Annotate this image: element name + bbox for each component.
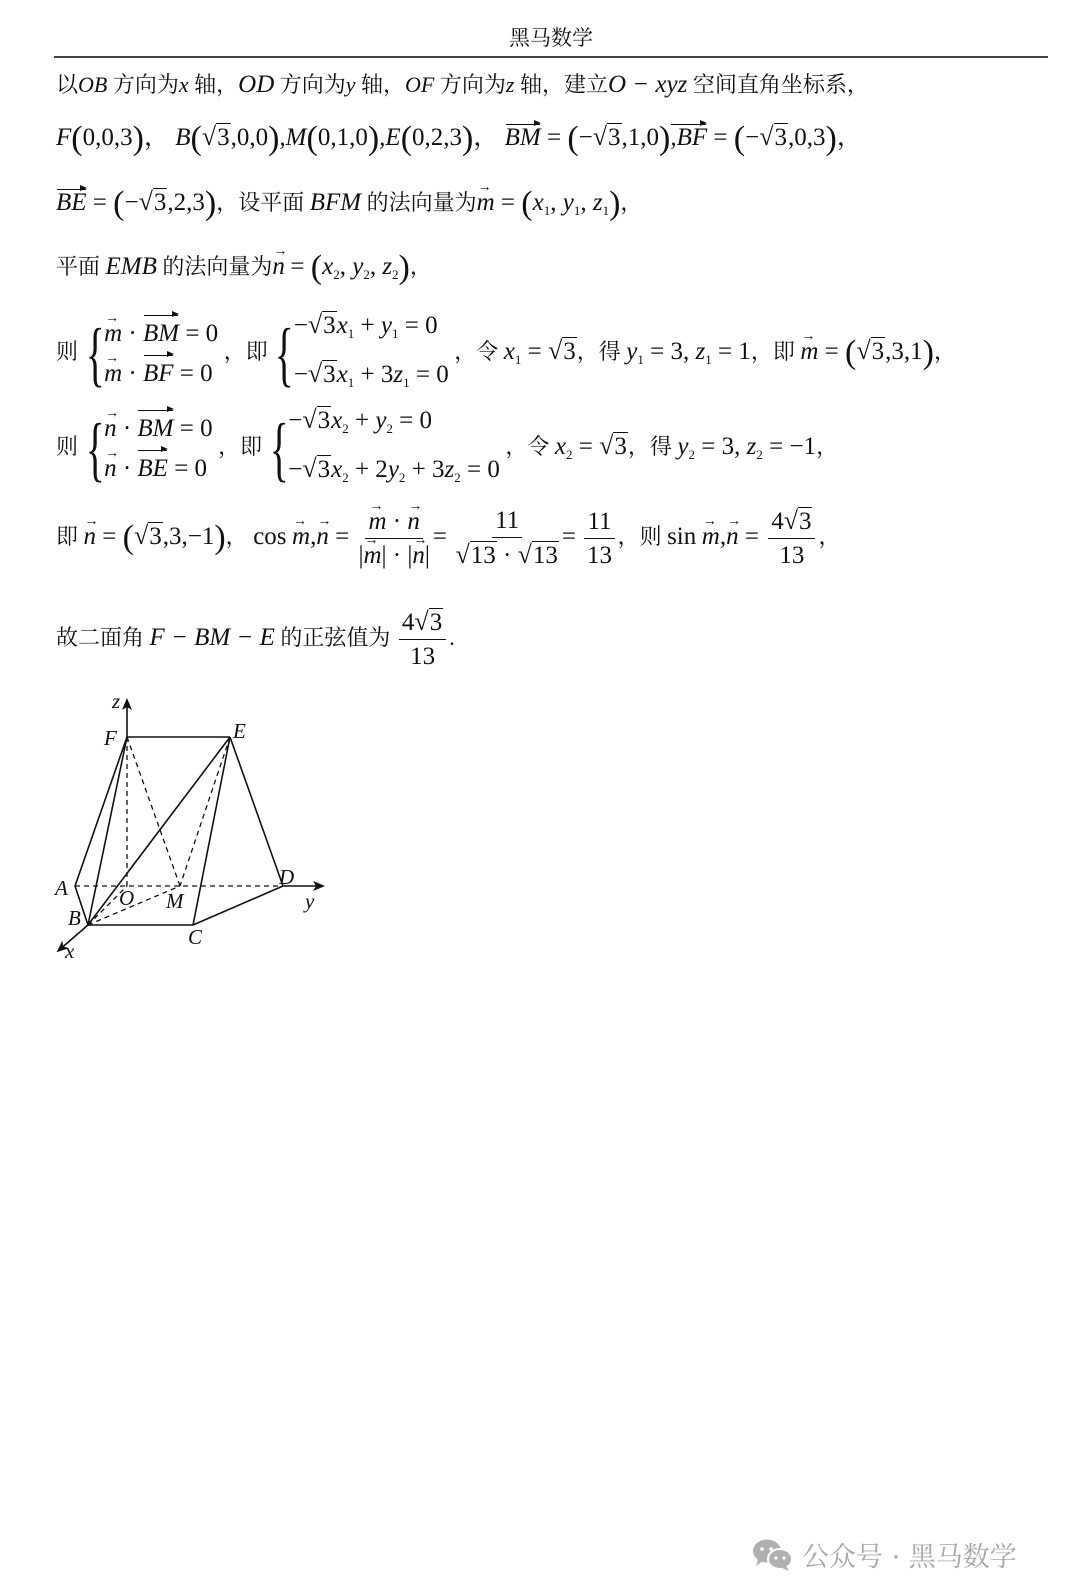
math-F-coords: 0,0,3 bbox=[82, 124, 133, 151]
math-x: x bbox=[178, 72, 189, 97]
text: 平面 bbox=[56, 254, 106, 279]
math-dihedral-angle: F − BM − E bbox=[149, 624, 275, 652]
text: ， bbox=[143, 124, 169, 151]
math-E: ,E bbox=[379, 124, 401, 151]
math-M-coords: 0,1,0 bbox=[317, 124, 368, 151]
text: 即 bbox=[56, 524, 84, 550]
text: ，即 bbox=[223, 339, 268, 365]
fraction-answer: $\frac{4√3}{13}$ bbox=[399, 606, 446, 674]
label-D: D bbox=[279, 865, 295, 889]
text: 的正弦值为 bbox=[274, 625, 391, 651]
text: ，设平面 bbox=[216, 190, 310, 215]
header-title: 黑马数学 bbox=[509, 26, 593, 50]
math-cos: cos bbox=[253, 523, 287, 551]
math-F: F bbox=[56, 124, 72, 151]
math-B: B bbox=[175, 124, 191, 151]
sqrt: √3 bbox=[759, 122, 787, 151]
text: 则 bbox=[56, 339, 79, 365]
text: ，即 bbox=[218, 434, 263, 460]
system-right-2: { $-√3x_2 + y_2 = 0$ $-√3x_2 + 2y_2 + 3z_2 = 0$ bbox=[269, 405, 500, 489]
math-BFM: BFM bbox=[309, 189, 362, 216]
label-O: O bbox=[119, 886, 135, 910]
label-B: B bbox=[68, 906, 81, 930]
label-M: M bbox=[166, 889, 184, 913]
text: 轴， bbox=[355, 72, 406, 97]
vector-BF: ,BF bbox=[670, 124, 708, 151]
fraction-11-over-13: $\frac{11}{13}$ bbox=[584, 506, 614, 573]
sqrt: √3 bbox=[592, 122, 621, 151]
math-BE-value: ,2,3 bbox=[167, 189, 205, 216]
text: . bbox=[449, 625, 455, 651]
text: 则 bbox=[56, 434, 79, 460]
text: ， bbox=[816, 434, 839, 460]
text: 方向为 bbox=[107, 72, 179, 97]
text: ，得 bbox=[627, 434, 678, 460]
text: ， bbox=[818, 524, 841, 550]
wechat-icon bbox=[752, 1538, 794, 1572]
text: ， bbox=[933, 339, 956, 365]
label-z: z bbox=[112, 689, 121, 713]
system-right-1: { $-√3x_1 + y_1 = 0$ $-√3x_1 + 3z_1 = 0$ bbox=[274, 310, 449, 394]
text: 空间直角坐标系， bbox=[687, 72, 869, 97]
text: 轴， bbox=[188, 72, 239, 97]
math-z: z bbox=[505, 72, 515, 97]
vector-n: n → bbox=[272, 252, 285, 282]
text: 方向为 bbox=[434, 72, 506, 97]
text: ， bbox=[836, 124, 862, 151]
text-line-points: F(0,0,3)， B(√3,0,0),M(0,1,0),E(0,2,3)， BM = (−√3,1,0),BF = (−√3,0,3)， bbox=[56, 120, 862, 157]
label-A: A bbox=[55, 876, 68, 900]
text: ，得 bbox=[576, 339, 627, 365]
math-BM-value: ,1,0 bbox=[621, 124, 660, 151]
text-line-normal-n: 平面 EMB 的法向量为n → = ($x_2$, $y_2$, $z_2$)， bbox=[56, 252, 432, 290]
text: ，即 bbox=[750, 339, 801, 365]
label-C: C bbox=[188, 925, 203, 949]
math-y: y bbox=[345, 72, 356, 97]
math-B-coords: ,0,0 bbox=[230, 124, 269, 151]
text: 故二面角 bbox=[56, 625, 150, 651]
geometry-diagram bbox=[0, 0, 360, 980]
text: ， bbox=[473, 124, 499, 151]
fraction-11-over-sqrt13: $\frac{11}{√13 \cdot √13}$ bbox=[455, 507, 558, 569]
fraction-4sqrt3-over-13: $\frac{4√3}{13}$ bbox=[768, 505, 815, 573]
math-OF: OF bbox=[405, 72, 435, 97]
text: ，则 bbox=[617, 524, 668, 550]
math-EMB: EMB bbox=[105, 253, 157, 280]
text: 方向为 bbox=[274, 72, 346, 97]
math-OB: OB bbox=[78, 72, 108, 97]
sqrt: √3 bbox=[138, 187, 167, 216]
text: 以 bbox=[56, 72, 79, 97]
text: 的法向量为 bbox=[156, 254, 273, 279]
math-M: ,M bbox=[279, 124, 307, 151]
math-OD: OD bbox=[238, 71, 275, 98]
label-E: E bbox=[233, 719, 246, 743]
label-x: x bbox=[65, 939, 75, 963]
vector-m: m → bbox=[477, 188, 495, 218]
text: ， bbox=[409, 254, 432, 279]
system-left-2: { n → · BM = 0 n → · BE = 0 bbox=[84, 409, 213, 489]
math-BF-value: ,0,3 bbox=[788, 124, 826, 151]
watermark-text: 公众号 · 黑马数学 bbox=[802, 1542, 1017, 1573]
label-F: F bbox=[104, 726, 117, 750]
text-line-normal-m: BE = (−√3,2,3)，设平面 BFM 的法向量为m → = ($x_1$, $y_1$, $z_1$)， bbox=[56, 187, 642, 226]
math-sin: sin bbox=[667, 523, 697, 551]
text: 轴，建立 bbox=[514, 72, 608, 97]
system-left-1: { m → · BM = 0 m → · BF = 0 bbox=[84, 314, 219, 394]
fraction-dot-over-norms: $\frac{m \to \cdot n \to}{|m \to| \cdot |n \to|}$ bbox=[358, 506, 429, 573]
sqrt: √3 bbox=[201, 122, 230, 151]
math-n-value: ,3,−1 bbox=[162, 523, 215, 551]
text-line-cos-sin: 即 n → = (√3,3,−1)， cos m →,n → = $\frac{m \to \cdot n \to}{|m \to| \cdot |n \to|}$ = $\frac{11}{√13 \cdot √13}$ = $\frac{11}{13}$ ，则 sin m →,n → = $\frac{4√3}{13}$ ， bbox=[56, 505, 840, 573]
math-Oxyz: O − xyz bbox=[607, 71, 688, 98]
vector-BM: BM bbox=[504, 124, 541, 151]
label-y: y bbox=[305, 889, 315, 913]
equation-system-2: 则 { n → · BM = 0 n → · BE = 0 ，即 { $-√3x_2 + y_2 = 0$ $-√3x_2 + 2y_2 + 3z_2 = 0$ ，令 $x_2 = √3$，得 $y_2 = 3$, $z_2 = -1$， bbox=[56, 400, 838, 498]
text: ， bbox=[620, 190, 643, 215]
watermark bbox=[752, 1535, 1017, 1574]
text: 的法向量为 bbox=[361, 190, 477, 215]
text: ，令 bbox=[454, 339, 504, 365]
vector-BE: BE bbox=[56, 189, 87, 216]
math-E-coords: 0,2,3 bbox=[412, 124, 463, 151]
text: ，令 bbox=[505, 434, 555, 460]
equation-system-1: 则 { m → · BM = 0 m → · BF = 0 ，即 { $-√3x_1 + y_1 = 0$ $-√3x_1 + 3z_1 = 0$ ，令 $x_1 = √3$，得 $y_1 = 3$, $z_1 = 1$，即 m → = (√3,3,1)， bbox=[56, 305, 956, 403]
